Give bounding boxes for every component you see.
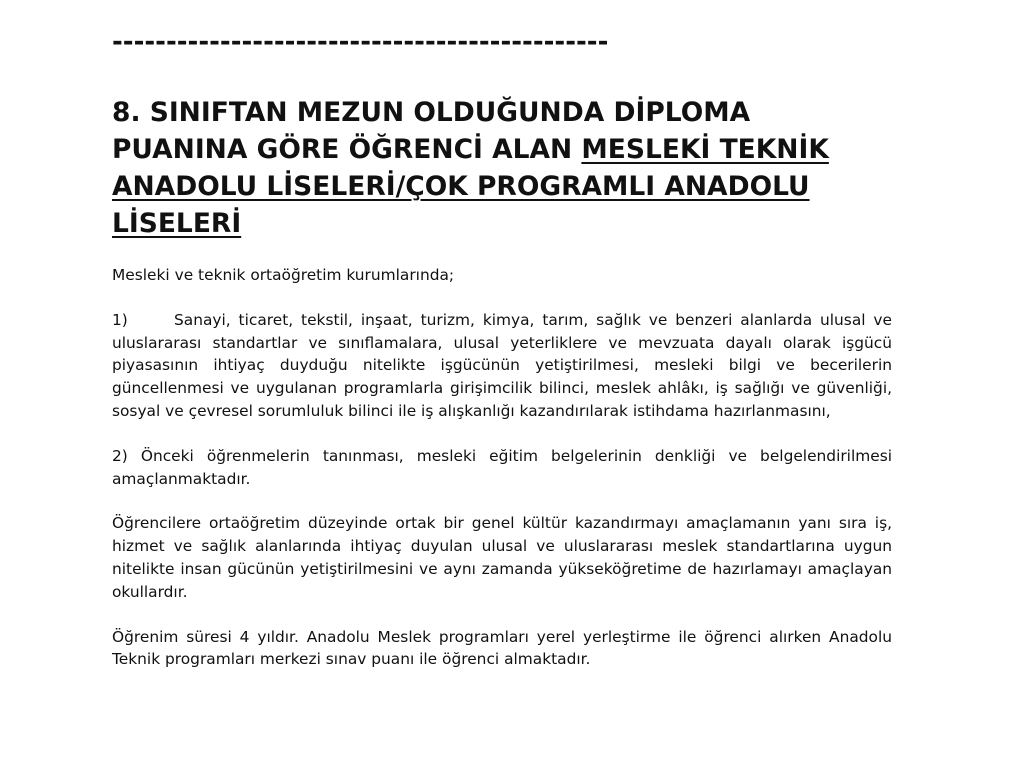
- body-paragraph-4: Öğrenim süresi 4 yıldır. Anadolu Meslek programları yerel yerleştirme ile öğrenci alırken Anadolu Teknik programları merkezi sınav puanı ile öğrenci almaktadır.: [112, 627, 892, 669]
- separator-line: ----------------------------------------------: [112, 27, 609, 57]
- heading-text: 8. SINIFTAN MEZUN OLDUĞUNDA DİPLOMA PUANINA GÖRE ÖĞRENCİ ALAN: [112, 97, 751, 165]
- intro-paragraph: Mesleki ve teknik ortaöğretim kurumlarında;: [112, 266, 455, 284]
- list-item-2: 2) Önceki öğrenmelerin tanınması, mesleki eğitim belgelerinin denkliği ve belgelendirilmesi amaçlanmaktadır.: [112, 446, 892, 488]
- body-paragraph-3: Öğrencilere ortaöğretim düzeyinde ortak bir genel kültür kazandırmayı amaçlamanın yanı sıra iş, hizmet ve sağlık alanlarında ihtiyaç duyulan ulusal ve uluslararası meslek standartlarına uygun nitelikte insan gücünün yetiştirilmesini ve aynı zamanda yükseköğretime de hazırlamayı amaçlayan okullardır.: [112, 514, 892, 601]
- heading-underlined-text: MESLEKİ TEKNİK ANADOLU LİSELERİ/ÇOK PROGRAMLI ANADOLU LİSELERİ: [112, 134, 829, 239]
- section-heading: [112, 94, 892, 242]
- document-page: [112, 24, 892, 693]
- list-item-1-text: Sanayi, ticaret, tekstil, inşaat, turizm, kimya, tarım, sağlık ve benzeri alanlarda ulusal ve uluslararası standartlar ve sınıflamalara, ulusal yeterliklere ve mevzuata dayalı olarak işgücü piyasasının ihtiyaç duyduğu nitelikte işgücünün yetiştirilmesi, mesleki bilgi ve becerilerin güncellenmesi ve uygulanan programlarla girişimcilik bilinci, meslek ahlâkı, iş sağlığı ve güvenliği, sosyal ve çevresel sorumluluk bilinci ile iş alışkanlığı kazandırılarak istihdama hazırlanmasını,: [112, 310, 892, 420]
- list-item-1: [112, 309, 892, 423]
- list-item-1-number: 1): [112, 310, 128, 329]
